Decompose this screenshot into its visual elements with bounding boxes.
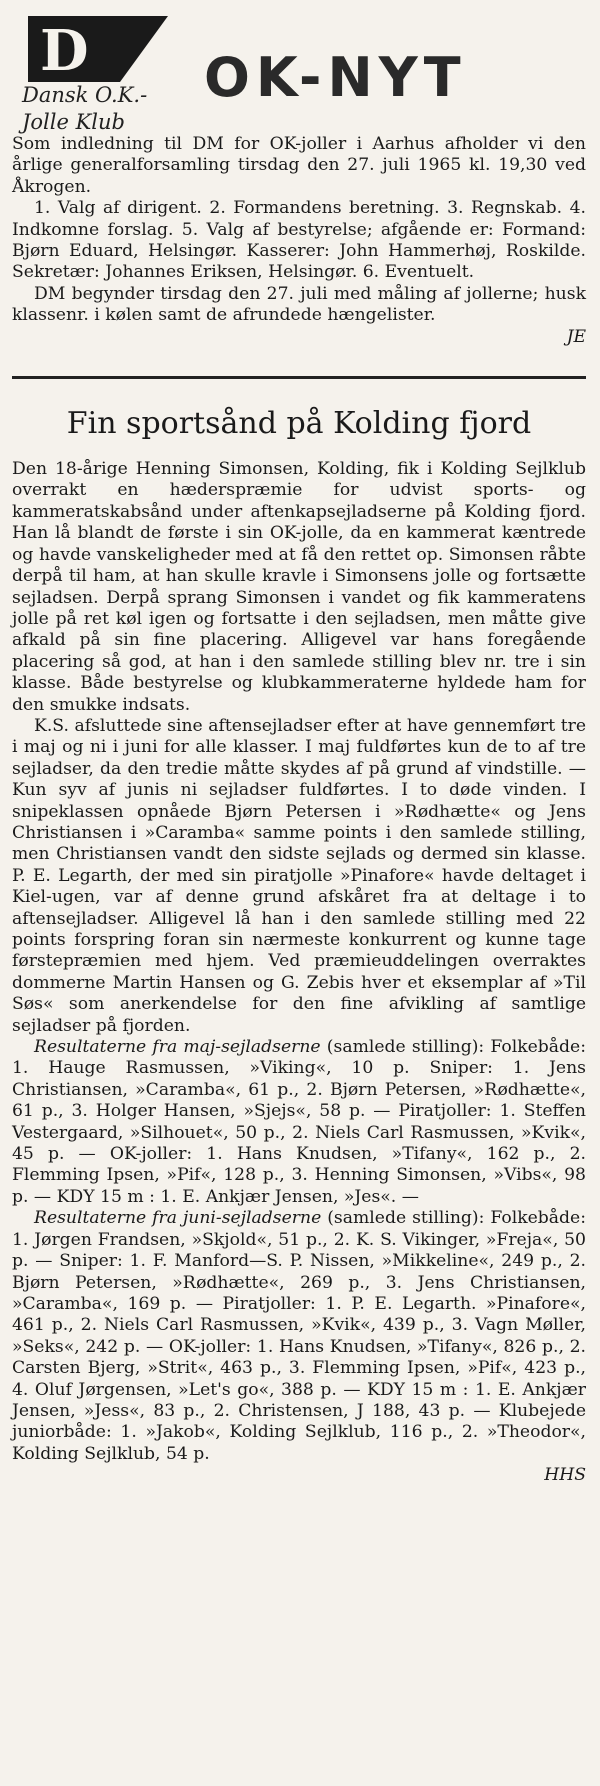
results-may-text: (samlede stilling): Folkebåde: 1. Hauge Rasmussen, »Viking«, 10 p. Sniper: 1. Jens Christiansen, »Caramba«, 61 p., 2. Bjørn Petersen, »Rødhætte«, 61 p., 3. Holger Hansen, »Sjejs«, 58 p. — Piratjoller: 1. Steffen Vestergaard, »Silhouet«, 50 p., 2. Niels Carl Rasmussen, »Kvik«, 45 p. — OK-joller: 1. Hans Knudsen, »Tifany«, 162 p., 2. Flemming Ipsen, »Pif«, 128 p., 3. Henning Simonsen, »Vibs«, 98 p. — KDY 15 m : 1. E. Ankjær Jensen, »Jes«. — [12,1037,587,1207]
logo-letter: D [40,18,89,84]
page [12,0,586,1487]
results-june [12,1208,586,1465]
article-headline: Fin sportsånd på Kolding fjord [66,406,532,442]
results-may [12,1037,586,1208]
results-june-text: (samlede stilling): Folkebåde: 1. Jørgen Frandsen, »Skjold«, 51 p., 2. K. S. Vikinger, »Freja«, 50 p. — Sniper: 1. F. Manford—S. P. Nissen, »Mikkeline«, 249 p., 2. Bjørn Petersen, »Rødhætte«, 269 p., 3. Jens Christiansen, »Caramba«, 169 p. — Piratjoller: 1. P. E. Legarth. »Pinafore«, 461 p., 2. Niels Carl Rasmussen, »Kvik«, 439 p., 3. Vagn Møller, »Seks«, 242 p. — OK-joller: 1. Hans Knudsen, »Tifany«, 826 p., 2. Carsten Bjerg, »Strit«, 463 p., 3. Flemming Ipsen, »Pif«, 423 p., 4. Oluf Jørgensen, »Let's go«, 388 p. — KDY 15 m : 1. E. Ankjær Jensen, »Jess«, 83 p., 2. Christensen, J 188, 43 p. — Klubejede juniorbåde: 1. »Jakob«, Kolding Sejlklub, 116 p., 2. »Theodor«, Kolding Sejlklub, 54 p. [12,1208,586,1464]
results-june-label: Resultaterne fra juni-sejladserne [34,1208,322,1229]
notice-section [12,134,586,348]
article-paragraph: Den 18-årige Henning Simonsen, Kolding, fik i Kolding Sejlklub overrakt en hæderspræmie for udvist sports- og kammeratskabsånd under aftenkapsejladserne på Kolding fjord. Han lå blandt de første i sin OK-jolle, da en kammerat kæntrede og havde vanskeligheder med at få den rettet op. Simonsen råbte derpå til ham, at han skulle kravle i Simonsens jolle og fortsætte sejladsen. Derpå sprang Simonsen i vandet og fik kammeratens jolle på ret køl igen og fortsatte i den sejladsen, men måtte give afkald på sin fine placering. Alligevel var hans foregående placering så god, at han i den samlede stilling blev nr. tre i sin klasse. Både bestyrelse og klubkammeraterne hyldede ham for den smukke indsats. [12,459,586,715]
club-name-line2: Jolle Klub [22,110,125,134]
article-body [12,459,586,1487]
club-name [22,82,147,136]
masthead [12,0,586,134]
results-may-label: Resultaterne fra maj-sejladserne [34,1037,321,1058]
notice-paragraph: DM begynder tirsdag den 27. juli med måling af jollerne; husk klassenr. i kølen samt de afrundede hængelister. [12,283,586,326]
article-signature: HHS [544,1465,586,1486]
notice-signature: JE [566,326,586,347]
notice-paragraph: Som indledning til DM for OK-joller i Aarhus afholder vi den årlige generalforsamling tirsdag den 27. juli 1965 kl. 19,30 ved Åkrogen. [12,134,586,197]
club-name-line1: Dansk O.K.- [22,83,148,107]
divider [12,376,586,379]
notice-agenda: 1. Valg af dirigent. 2. Formandens beretning. 3. Regnskab. 4. Indkomne forslag. 5. Valg af bestyrelse; afgående er: Formand: Bjørn Eduard, Helsingør. Kasserer: John Hammerhøj, Roskilde. Sekretær: Johannes Eriksen, Helsingør. 6. Eventuelt. [12,198,586,283]
club-logo-icon [20,12,170,90]
newsletter-title: OK-NYT [204,46,467,109]
article-paragraph: K.S. afsluttede sine aftensejladser efter at have gennemført tre i maj og ni i juni for alle klasser. I maj fuldførtes kun de to af tre sejladser, da den tredie måtte skydes af på grund af vindstille. — Kun syv af junis ni sejladser fuldførtes. I to døde vinden. I snipeklassen opnåede Bjørn Petersen i »Rødhætte« og Jens Christiansen i »Caramba« samme points i den samlede stilling, men Christiansen vandt den sidste sejlads og dermed sin klasse. P. E. Legarth, der med sin piratjolle »Pinafore« havde deltaget i Kiel-ugen, var af denne grund afskåret fra at deltage i to aftensejladser. Alligevel lå han i den samlede stilling med 22 points forspring foran sin nærmeste konkurrent og kunne tage førstepræmien med hjem. Ved præmieuddelingen overraktes dommerne Martin Hansen og G. Zebis hver et eksemplar af »Til Søs« som anerkendelse for den fine afvikling af samtlige sejladser på fjorden. [12,715,586,1036]
